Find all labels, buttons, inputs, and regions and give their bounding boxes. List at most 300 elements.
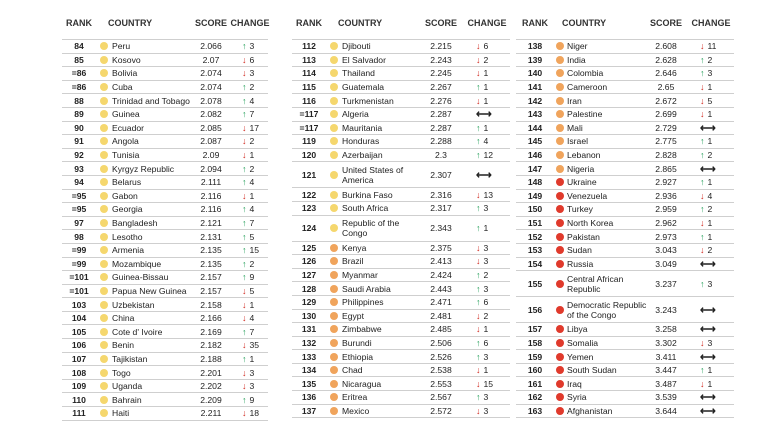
table-row — [292, 201, 510, 215]
rank-value: 110 — [72, 394, 86, 405]
peace-level-dot — [100, 396, 108, 404]
rank-change — [242, 164, 254, 174]
change-value: 6 — [483, 41, 489, 52]
rank-change — [242, 41, 254, 51]
change-value: 7 — [249, 109, 255, 120]
country-name: Turkey — [567, 204, 593, 215]
arrow-down-icon: ↓ — [476, 365, 481, 376]
rank-change — [476, 68, 488, 78]
score-value: 2.211 — [200, 408, 222, 419]
rank-value: 160 — [527, 365, 543, 376]
arrow-down-icon: ↓ — [242, 54, 247, 65]
change-value: 5 — [249, 231, 255, 242]
score-value: 2.276 — [430, 95, 452, 106]
score-value: 2.538 — [430, 365, 452, 376]
country-name: Eritrea — [342, 392, 368, 403]
arrow-down-icon: ↓ — [476, 242, 481, 253]
table-row — [62, 66, 268, 80]
rank-value: 106 — [71, 340, 87, 351]
table-row — [292, 93, 510, 107]
country-name: Syria — [567, 392, 587, 403]
peace-level-dot — [556, 137, 564, 145]
rank-value: 141 — [527, 82, 543, 93]
peace-level-dot — [556, 124, 564, 132]
peace-level-dot — [556, 205, 564, 213]
peace-level-dot — [100, 273, 108, 281]
arrow-down-icon: ↓ — [476, 324, 481, 335]
change-value: 1 — [707, 177, 713, 188]
peace-level-dot — [330, 271, 338, 279]
no-change-icon: ⟷ — [700, 304, 715, 317]
score-value: 2.078 — [200, 95, 222, 106]
rank-change — [476, 270, 488, 280]
table-row — [516, 216, 734, 230]
score-value: 2.111 — [200, 177, 222, 188]
score-value: 2.157 — [200, 272, 222, 283]
table-row — [516, 404, 734, 419]
score-value: 2.243 — [430, 54, 452, 65]
change-value: 2 — [483, 54, 489, 65]
arrow-down-icon: ↓ — [476, 41, 481, 52]
table-row — [516, 270, 734, 296]
rank-change — [700, 218, 712, 228]
score-value: 2.65 — [657, 82, 675, 93]
peace-level-dot — [100, 97, 108, 105]
score-value: 2.135 — [200, 258, 222, 269]
country-name: Benin — [112, 340, 134, 351]
score-value: 2.699 — [655, 109, 677, 120]
country-name: Algeria — [342, 109, 369, 120]
table-row — [62, 257, 268, 271]
score-value: 2.087 — [200, 136, 222, 147]
country-name: Palestine — [567, 109, 603, 120]
rank-change — [700, 303, 715, 316]
table-row — [292, 349, 510, 363]
peace-level-dot — [100, 328, 108, 336]
change-value: 2 — [707, 54, 713, 65]
change-header: CHANGE — [230, 18, 270, 28]
arrow-down-icon: ↓ — [476, 378, 481, 389]
score-value: 2.608 — [655, 41, 677, 52]
change-value: 3 — [483, 405, 489, 416]
rank-change — [700, 162, 715, 175]
arrow-up-icon: ↑ — [242, 353, 247, 364]
table-row — [62, 175, 268, 189]
table-row — [516, 93, 734, 107]
table-row — [516, 189, 734, 203]
no-change-icon: ⟷ — [700, 323, 715, 336]
peace-level-dot — [100, 233, 108, 241]
country-name: Georgia — [112, 204, 143, 215]
arrow-up-icon: ↑ — [242, 245, 247, 256]
score-value: 2.085 — [200, 122, 222, 133]
country-name: Ecuador — [112, 122, 145, 133]
country-name: Israel — [567, 136, 589, 147]
peace-level-dot — [556, 380, 564, 388]
score-value: 2.157 — [200, 285, 222, 296]
arrow-down-icon: ↓ — [700, 337, 705, 348]
score-value: 2.135 — [200, 245, 222, 256]
country-name: Bolivia — [112, 68, 138, 79]
rank-value: 122 — [301, 189, 317, 200]
rank-value: 113 — [302, 54, 316, 65]
country-name: Trinidad and Tobago — [112, 95, 190, 106]
peace-level-dot — [100, 151, 108, 159]
rank-value: 97 — [74, 218, 84, 229]
table-row — [62, 324, 268, 338]
ranking-column-3 — [516, 18, 734, 418]
rank-value: 155 — [527, 278, 543, 289]
score-value: 3.447 — [655, 365, 677, 376]
rank-value: 153 — [527, 245, 543, 256]
rank-value: 133 — [301, 351, 317, 362]
arrow-up-icon: ↑ — [700, 231, 705, 242]
change-value: 4 — [249, 204, 255, 215]
country-name: Armenia — [112, 245, 144, 256]
rank-change — [476, 352, 488, 362]
rank-value: 150 — [527, 204, 543, 215]
rank-change — [700, 279, 712, 289]
change-value: 3 — [249, 381, 255, 392]
rank-value: 126 — [301, 256, 317, 267]
change-value: 1 — [707, 218, 713, 229]
peace-level-dot — [100, 69, 108, 77]
country-name: Central African Republic — [567, 273, 624, 294]
score-header: SCORE — [649, 18, 682, 28]
change-value: 2 — [707, 245, 713, 256]
score-value: 2.202 — [200, 381, 222, 392]
rank-change — [476, 365, 488, 375]
arrow-up-icon: ↑ — [242, 258, 247, 269]
table-row — [292, 281, 510, 295]
no-change-icon: ⟷ — [700, 391, 715, 404]
country-header: COUNTRY — [338, 18, 383, 28]
rank-change — [476, 406, 488, 416]
rank-change — [242, 150, 254, 160]
arrow-down-icon: ↓ — [242, 340, 247, 351]
peace-level-dot — [100, 314, 108, 322]
country-name: Burundi — [342, 337, 372, 348]
rank-change — [476, 338, 488, 348]
arrow-down-icon: ↓ — [700, 218, 705, 229]
rank-value: =117 — [299, 109, 319, 120]
table-row — [62, 107, 268, 121]
rank-value: 146 — [527, 150, 543, 161]
no-change-icon: ⟷ — [476, 108, 491, 121]
rank-change — [476, 392, 488, 402]
arrow-down-icon: ↓ — [700, 190, 705, 201]
peace-level-dot — [100, 124, 108, 132]
change-value: 2 — [249, 258, 255, 269]
arrow-down-icon: ↓ — [700, 109, 705, 120]
rank-value: 111 — [72, 408, 86, 419]
arrow-down-icon: ↓ — [242, 367, 247, 378]
table-row — [292, 241, 510, 255]
country-name: Tajikistan — [112, 353, 148, 364]
change-value: 2 — [707, 150, 713, 161]
country-name: Colombia — [567, 68, 604, 79]
peace-level-dot — [556, 339, 564, 347]
rank-change — [700, 121, 715, 134]
change-value: 3 — [483, 203, 489, 214]
country-name: Uzbekistan — [112, 299, 155, 310]
rank-value: 162 — [527, 392, 543, 403]
country-name: South Africa — [342, 203, 389, 214]
country-name: Mauritania — [342, 122, 383, 133]
arrow-up-icon: ↑ — [700, 365, 705, 376]
rank-value: 91 — [74, 136, 84, 147]
score-value: 2.526 — [430, 351, 452, 362]
rank-change — [242, 177, 254, 187]
country-name: Philippines — [342, 297, 384, 308]
table-row — [62, 392, 268, 406]
score-value: 2.288 — [430, 136, 452, 147]
table-row — [516, 121, 734, 135]
peace-level-dot — [330, 312, 338, 320]
arrow-down-icon: ↓ — [476, 189, 481, 200]
score-value: 2.158 — [200, 299, 222, 310]
table-row — [62, 284, 268, 298]
peace-level-dot — [556, 97, 564, 105]
score-value: 2.959 — [655, 204, 677, 215]
table-row — [62, 39, 268, 53]
country-name: Djibouti — [342, 41, 371, 52]
peace-level-dot — [100, 301, 108, 309]
table-row — [292, 322, 510, 336]
rank-change — [700, 82, 712, 92]
table-row — [516, 243, 734, 257]
arrow-up-icon: ↑ — [476, 223, 481, 234]
score-value: 2.131 — [200, 231, 222, 242]
score-value: 2.3 — [435, 150, 447, 161]
change-value: 7 — [249, 218, 255, 229]
change-value: 12 — [483, 150, 494, 161]
peace-level-dot — [100, 355, 108, 363]
ranking-rows — [62, 39, 268, 421]
rank-value: =86 — [71, 68, 87, 79]
arrow-up-icon: ↑ — [242, 109, 247, 120]
table-row — [292, 376, 510, 390]
rank-value: 157 — [527, 324, 543, 335]
rank-value: 154 — [527, 258, 543, 269]
arrow-down-icon: ↓ — [242, 68, 247, 79]
table-row — [292, 363, 510, 377]
rank-value: 151 — [527, 218, 543, 229]
no-change-icon: ⟷ — [700, 163, 715, 176]
country-name: Democratic Republic of the Congo — [567, 299, 647, 320]
rank-change — [242, 327, 254, 337]
peace-level-dot — [556, 325, 564, 333]
rank-change — [242, 123, 259, 133]
peace-level-dot — [100, 219, 108, 227]
no-change-icon: ⟷ — [476, 169, 491, 182]
score-value: 2.646 — [655, 68, 677, 79]
country-name: Mali — [567, 122, 583, 133]
ranking-column-1 — [62, 18, 270, 419]
arrow-up-icon: ↑ — [700, 204, 705, 215]
score-value: 2.628 — [655, 54, 677, 65]
peace-level-dot — [330, 191, 338, 199]
arrow-up-icon: ↑ — [700, 54, 705, 65]
table-row — [292, 336, 510, 350]
table-row — [516, 322, 734, 336]
country-name: Ethiopia — [342, 351, 374, 362]
table-row — [516, 39, 734, 53]
score-value: 2.927 — [655, 177, 677, 188]
rank-value: 130 — [301, 310, 317, 321]
score-value: 2.082 — [200, 109, 222, 120]
peace-level-dot — [330, 110, 338, 118]
country-name: Republic of the Congo — [342, 218, 400, 239]
rank-change — [700, 68, 712, 78]
change-value: 17 — [249, 122, 260, 133]
country-name: Guatemala — [342, 82, 385, 93]
rank-change — [476, 324, 488, 334]
arrow-down-icon: ↓ — [476, 54, 481, 65]
column-header — [62, 18, 268, 32]
score-value: 2.267 — [430, 82, 452, 93]
ranking-column-2 — [292, 18, 510, 416]
rank-change — [700, 365, 712, 375]
rank-value: 135 — [301, 378, 317, 389]
country-name: Chad — [342, 365, 363, 376]
country-name: Yemen — [567, 351, 594, 362]
country-name: Bangladesh — [112, 218, 158, 229]
rank-change — [242, 109, 254, 119]
peace-level-dot — [330, 69, 338, 77]
score-value: 2.729 — [655, 122, 677, 133]
change-value: 3 — [249, 68, 255, 79]
change-value: 4 — [249, 95, 255, 106]
ranking-rows — [516, 39, 734, 418]
rank-value: 131 — [301, 324, 317, 335]
peace-level-dot — [100, 178, 108, 186]
score-value: 2.553 — [430, 378, 452, 389]
table-row — [292, 187, 510, 201]
table-row — [516, 336, 734, 350]
country-name: Tunisia — [112, 150, 140, 161]
table-row — [516, 161, 734, 175]
rank-change — [242, 300, 254, 310]
rank-value: 149 — [527, 190, 543, 201]
peace-level-dot — [330, 407, 338, 415]
country-name: Egypt — [342, 310, 364, 321]
score-value: 2.317 — [430, 203, 452, 214]
rank-value: 127 — [301, 270, 317, 281]
change-value: 4 — [483, 136, 489, 147]
peace-level-dot — [556, 83, 564, 91]
table-row — [516, 202, 734, 216]
rank-value: 114 — [302, 68, 316, 79]
change-value: 1 — [249, 190, 255, 201]
rank-value: 129 — [301, 297, 317, 308]
peace-level-dot — [100, 205, 108, 213]
arrow-up-icon: ↑ — [700, 278, 705, 289]
arrow-up-icon: ↑ — [476, 283, 481, 294]
peace-level-dot — [100, 83, 108, 91]
score-value: 2.775 — [655, 136, 677, 147]
ranking-rows — [292, 39, 510, 418]
arrow-down-icon: ↓ — [242, 299, 247, 310]
country-name: Angola — [112, 136, 139, 147]
country-name: Lesotho — [112, 231, 143, 242]
score-value: 2.074 — [200, 68, 222, 79]
change-value: 2 — [707, 204, 713, 215]
rank-change — [700, 150, 712, 160]
arrow-up-icon: ↑ — [242, 326, 247, 337]
country-name: North Korea — [567, 218, 614, 229]
country-header: COUNTRY — [108, 18, 153, 28]
rank-value: 109 — [71, 381, 87, 392]
score-value: 2.094 — [200, 163, 222, 174]
rank-value: 139 — [527, 54, 543, 65]
rank-value: 123 — [301, 203, 317, 214]
score-value: 3.302 — [655, 337, 677, 348]
country-name: Niger — [567, 41, 588, 52]
rank-change — [700, 41, 716, 51]
arrow-up-icon: ↑ — [476, 203, 481, 214]
rank-value: 92 — [74, 150, 84, 161]
rank-change — [476, 41, 488, 51]
rank-value: 159 — [527, 351, 543, 362]
peace-level-dot — [556, 110, 564, 118]
score-value: 2.09 — [202, 150, 220, 161]
rank-change — [476, 108, 491, 121]
rank-value: 158 — [527, 337, 543, 348]
rank-change — [242, 286, 254, 296]
table-row — [292, 121, 510, 135]
rank-change — [700, 245, 712, 255]
country-name: Sudan — [567, 245, 592, 256]
rank-change — [476, 379, 493, 389]
country-name: Turkmenistan — [342, 95, 394, 106]
country-name: India — [567, 54, 586, 65]
peace-level-dot — [330, 298, 338, 306]
rank-value: 98 — [74, 231, 84, 242]
country-name: Pakistan — [567, 231, 600, 242]
rank-value: 121 — [301, 169, 317, 180]
arrow-down-icon: ↓ — [700, 378, 705, 389]
rank-change — [242, 245, 259, 255]
rank-change — [700, 191, 712, 201]
country-name: Russia — [567, 258, 594, 269]
rank-change — [700, 379, 712, 389]
rank-change — [476, 311, 488, 321]
peace-level-dot — [100, 192, 108, 200]
change-value: 3 — [707, 68, 713, 79]
rank-value: =95 — [71, 204, 87, 215]
table-row — [516, 148, 734, 162]
arrow-up-icon: ↑ — [242, 41, 247, 52]
change-value: 13 — [483, 189, 494, 200]
arrow-up-icon: ↑ — [476, 337, 481, 348]
country-name: Afghanistan — [567, 405, 613, 416]
score-value: 2.215 — [430, 41, 452, 52]
peace-level-dot — [556, 306, 564, 314]
peace-level-dot — [100, 260, 108, 268]
rank-change — [476, 123, 488, 133]
rank-value: 132 — [301, 337, 317, 348]
rank-change — [700, 109, 712, 119]
rank-value: 85 — [74, 54, 84, 65]
rank-value: 124 — [301, 223, 317, 234]
peace-level-dot — [330, 257, 338, 265]
arrow-down-icon: ↓ — [700, 245, 705, 256]
rank-header: RANK — [66, 18, 92, 28]
rank-change — [700, 350, 715, 363]
rank-value: =86 — [71, 82, 87, 93]
rank-change — [242, 232, 254, 242]
